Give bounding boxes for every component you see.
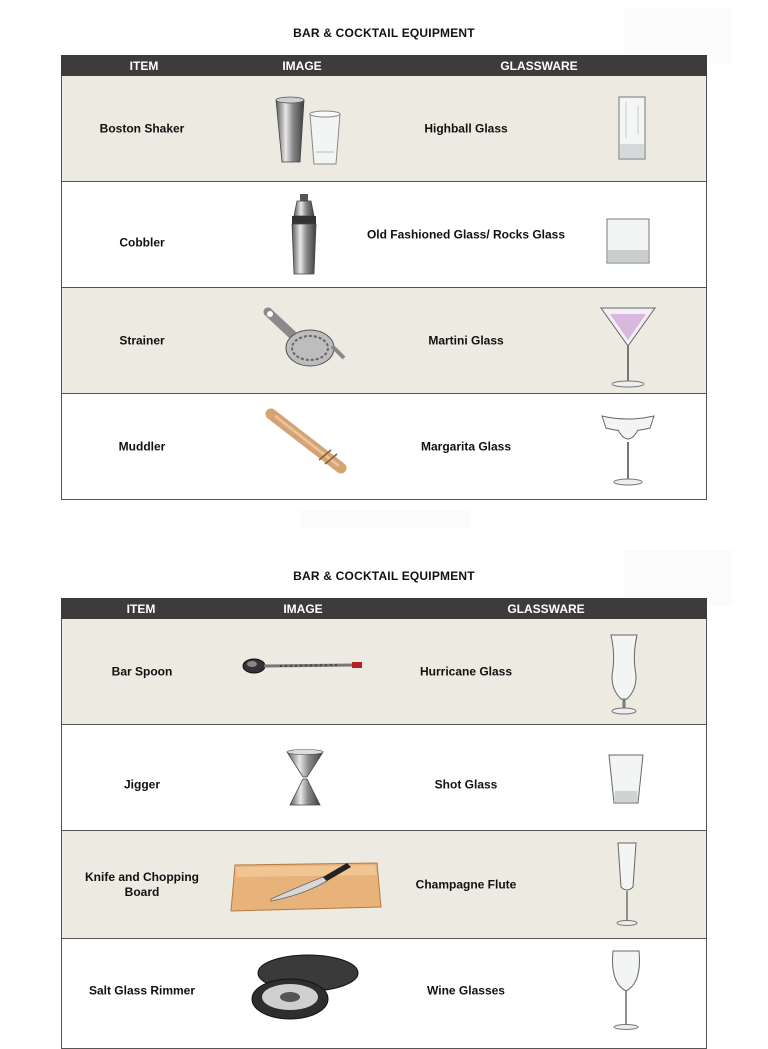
item-name: Knife and Chopping Board xyxy=(85,869,199,899)
boston-shaker-icon xyxy=(272,94,347,169)
item-name: Muddler xyxy=(118,439,166,453)
martini-glass-icon xyxy=(598,304,658,390)
table-row xyxy=(61,288,707,394)
equipment-table xyxy=(61,55,707,500)
glass-name: Wine Glasses xyxy=(427,983,505,998)
section-title: BAR & COCKTAIL EQUIPMENT xyxy=(293,26,475,40)
bar-spoon-icon xyxy=(240,655,366,677)
knife-board-icon xyxy=(227,855,383,919)
table-row xyxy=(61,725,707,831)
muddler-icon xyxy=(265,406,347,482)
table-row xyxy=(61,939,707,1049)
wine-glass-icon xyxy=(608,949,644,1033)
item-name: Bar Spoon xyxy=(111,664,173,678)
item-name: Boston Shaker xyxy=(99,121,185,135)
glass-name: Champagne Flute xyxy=(415,877,517,891)
highball-glass-icon xyxy=(614,94,650,162)
table-row xyxy=(61,76,707,182)
faint-block xyxy=(300,510,470,528)
header-glassware: GLASSWARE xyxy=(507,602,585,616)
strainer-icon xyxy=(262,306,348,376)
hurricane-glass-icon xyxy=(607,633,641,717)
section-title: BAR & COCKTAIL EQUIPMENT xyxy=(293,569,475,583)
header-image: IMAGE xyxy=(283,602,323,616)
item-name: Salt Glass Rimmer xyxy=(88,983,196,998)
rocks-glass-icon xyxy=(605,216,651,266)
header-item: ITEM xyxy=(126,602,156,616)
header-image: IMAGE xyxy=(282,59,322,73)
table-row xyxy=(61,394,707,500)
item-name: Strainer xyxy=(119,333,165,347)
champagne-flute-icon xyxy=(614,841,640,929)
jigger-icon xyxy=(284,749,326,809)
table-row xyxy=(61,619,707,725)
glass-name: Margarita Glass xyxy=(420,439,512,453)
glass-name: Highball Glass xyxy=(424,121,508,135)
table-row xyxy=(61,182,707,288)
table-row xyxy=(61,831,707,939)
cobbler-shaker-icon xyxy=(284,192,324,278)
salt-rimmer-icon xyxy=(250,953,360,1025)
table-header xyxy=(61,55,707,76)
glass-name: Hurricane Glass xyxy=(419,664,513,678)
glass-name: Shot Glass xyxy=(434,777,498,792)
header-item: ITEM xyxy=(129,59,159,73)
header-glassware: GLASSWARE xyxy=(500,59,578,73)
table-header xyxy=(61,598,707,619)
margarita-glass-icon xyxy=(600,412,656,488)
equipment-table xyxy=(61,598,707,1049)
item-name: Jigger xyxy=(123,777,161,792)
item-name: Cobbler xyxy=(119,235,165,250)
shot-glass-icon xyxy=(607,753,645,805)
glass-name: Old Fashioned Glass/ Rocks Glass xyxy=(366,227,566,241)
glass-name: Martini Glass xyxy=(428,333,504,347)
